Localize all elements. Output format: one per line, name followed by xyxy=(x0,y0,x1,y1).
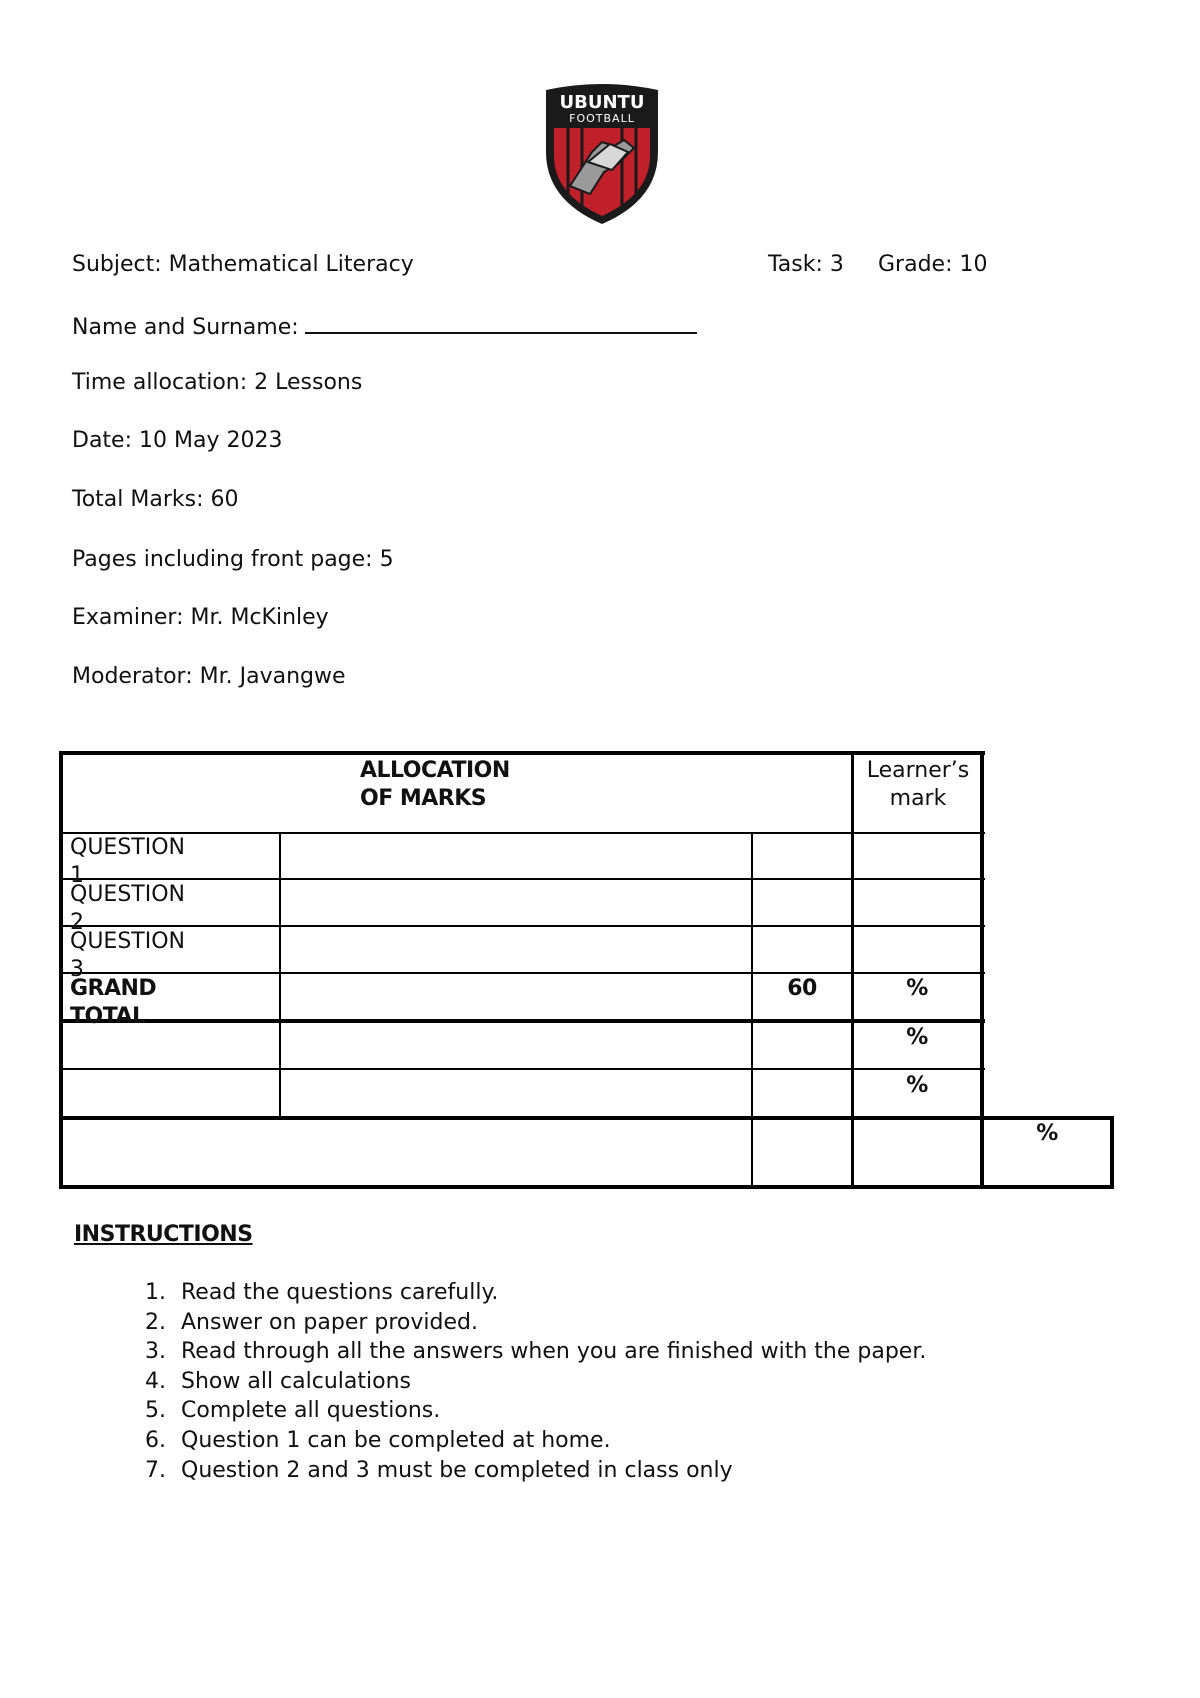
final-row-percent: % xyxy=(1036,1121,1058,1146)
list-item: 5. Complete all questions. xyxy=(145,1398,441,1424)
grand-total-marks: 60 xyxy=(787,976,817,1001)
row-label-grand-total: GRAND TOTAL xyxy=(70,976,157,1029)
grand-total-percent: % xyxy=(906,976,928,1001)
row-label-question-3: QUESTION 3 xyxy=(70,929,185,982)
row-label-question-1: QUESTION 1 xyxy=(70,835,185,888)
total-marks: Total Marks: 60 xyxy=(72,487,239,512)
page-count: Pages including front page: 5 xyxy=(72,547,394,572)
row-5-percent: % xyxy=(906,1025,928,1050)
list-item: 4. Show all calculations xyxy=(145,1368,411,1394)
list-item: 1. Read the questions carefully. xyxy=(145,1280,499,1305)
exam-date: Date: 10 May 2023 xyxy=(72,428,283,453)
list-item: 3. Read through all the answers when you are finished with the paper. xyxy=(145,1339,927,1365)
learner-mark-header: Learner’s mark xyxy=(866,758,970,811)
grade-level: Grade: 10 xyxy=(878,252,988,277)
list-item: 6. Question 1 can be completed at home. xyxy=(145,1427,611,1453)
logo-text-ubuntu: UBUNTU xyxy=(559,92,645,113)
row-label-question-2: QUESTION 2 xyxy=(70,882,185,935)
instructions-list xyxy=(145,1278,926,1485)
list-item: 7. Question 2 and 3 must be completed in class only xyxy=(145,1457,733,1483)
ubuntu-football-logo xyxy=(540,82,664,228)
name-label: Name and Surname: xyxy=(72,315,299,340)
examiner: Examiner: Mr. McKinley xyxy=(72,605,329,630)
name-surname-row xyxy=(72,310,697,340)
table-title: ALLOCATION OF MARKS xyxy=(360,758,510,811)
time-allocation: Time allocation: 2 Lessons xyxy=(72,370,363,395)
name-input-line[interactable] xyxy=(305,310,697,334)
row-6-percent: % xyxy=(906,1073,928,1098)
list-item: 2. Answer on paper provided. xyxy=(145,1309,478,1335)
logo-text-football: FOOTBALL xyxy=(569,112,635,125)
moderator: Moderator: Mr. Javangwe xyxy=(72,664,346,689)
subject-line: Subject: Mathematical Literacy xyxy=(72,252,414,277)
task-number: Task: 3 xyxy=(768,252,844,277)
instructions-title: INSTRUCTIONS xyxy=(74,1222,253,1247)
